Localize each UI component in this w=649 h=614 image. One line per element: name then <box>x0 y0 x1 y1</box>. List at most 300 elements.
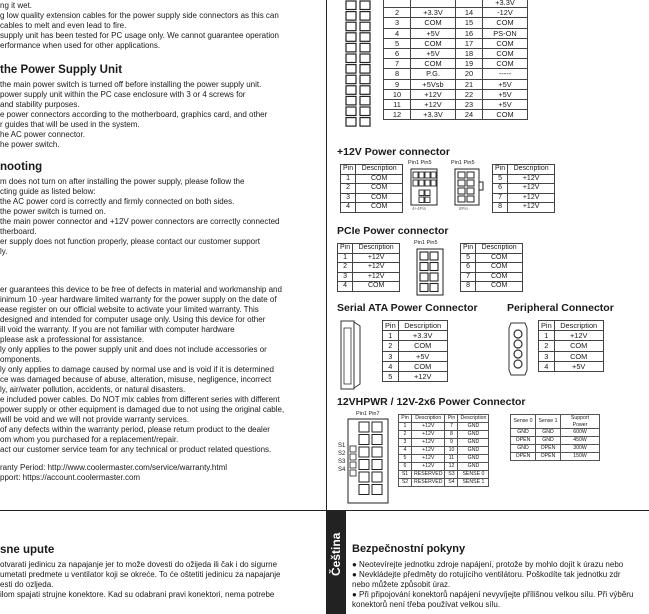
page-divider-vertical <box>326 0 327 510</box>
conn12v-title: +12V Power connector <box>337 146 450 158</box>
table-cell: +5V <box>398 351 447 361</box>
pcie-title: PCIe Power connector <box>337 225 449 237</box>
hpwr-pin-label: Pin1 Pin7 <box>356 411 380 417</box>
pin-cell <box>467 180 474 186</box>
pin-cell <box>419 190 424 196</box>
table-header-row <box>539 321 604 331</box>
table-cell: S3 <box>445 471 458 479</box>
pin-cell <box>346 54 356 63</box>
sense-pin-cell <box>350 454 356 460</box>
table-cell: +3.3V <box>398 331 447 341</box>
czech-heading: Bezpečnostní pokyny <box>352 543 466 555</box>
table-cell: 3 <box>338 272 353 282</box>
table-cell: Description <box>398 321 447 331</box>
table-cell: +12V <box>412 431 445 439</box>
table-cell: 21 <box>456 79 483 89</box>
language-tab-label: Čeština <box>329 532 343 576</box>
table-row <box>461 272 523 282</box>
table-row <box>539 331 604 341</box>
text-line: ● Nevkládejte předměty do rotujícího ventilátoru. Poškodíte tak jednotku zdr <box>352 570 621 579</box>
text-line: therboard. <box>0 227 37 236</box>
table-cell: 2 <box>384 8 411 18</box>
pin-cell <box>346 1 356 10</box>
table-cell: 1 <box>338 253 353 263</box>
table-cell: 6 <box>399 463 412 471</box>
table-row <box>384 79 528 89</box>
table-cell <box>411 0 456 8</box>
sata-table-wrap <box>382 320 448 382</box>
table-cell: RESERVED <box>412 479 445 487</box>
pin-cell <box>360 118 370 127</box>
table-header-row <box>383 321 448 331</box>
pin-cell <box>425 197 430 203</box>
table-row <box>511 437 600 445</box>
pcie-connector-icon <box>416 248 444 296</box>
table-cell: OPEN <box>511 437 536 445</box>
table-row <box>399 455 489 463</box>
table-cell: COM <box>353 282 400 292</box>
table-cell: 3 <box>384 18 411 28</box>
page-divider-horizontal <box>0 510 649 511</box>
table-row <box>384 48 528 58</box>
text-line: designed and intended for computer usage only. Using this device for other <box>0 315 266 324</box>
peripheral-connector-drawing <box>508 320 530 378</box>
text-line: konektorů není třeba používat velkou sílu. <box>352 600 501 609</box>
peripheral-title: Peripheral Connector <box>507 302 614 314</box>
table-cell: S2 <box>399 479 412 487</box>
atx-table <box>383 0 528 120</box>
table-row <box>383 361 448 371</box>
table-cell: COM <box>411 59 456 69</box>
table-cell: 7 <box>493 193 508 203</box>
pcie-right-table <box>460 243 523 292</box>
table-cell: GND <box>511 445 536 453</box>
croatian-text <box>0 560 280 600</box>
table-row <box>384 8 528 18</box>
table-cell: SENSE 1 <box>458 479 489 487</box>
pin-cell <box>430 263 438 271</box>
table-row <box>384 18 528 28</box>
table-row <box>341 193 403 203</box>
table-cell: Description <box>412 415 445 423</box>
table-cell: 4 <box>383 361 399 371</box>
pin-cell <box>467 172 474 178</box>
table-cell: 10 <box>384 89 411 99</box>
sense-pin-cell <box>350 470 356 476</box>
table-cell: 5 <box>383 371 399 381</box>
text-line: omponents. <box>0 355 42 364</box>
pin-cell <box>360 96 370 105</box>
side-label: S3 <box>338 459 346 465</box>
sata-connector-drawing <box>340 320 365 390</box>
table-cell: 3 <box>383 351 399 361</box>
table-cell: +5Vsb <box>411 79 456 89</box>
table-cell: 5 <box>461 253 476 263</box>
table-cell: 2 <box>341 184 356 194</box>
pin-cell <box>346 65 356 74</box>
pin-cell <box>413 172 418 178</box>
text-line: ● Neotevírejte jednotku zdroje napájení, protože by mohlo dojít k úrazu nebo <box>352 560 624 569</box>
conn12v-sub-b: 8Pin <box>459 206 469 211</box>
table-cell: 11 <box>445 455 458 463</box>
table-row <box>338 263 400 273</box>
table-row <box>384 28 528 38</box>
text-line: nebo můžete způsobit úraz. <box>352 580 451 589</box>
text-line: will be void and we will not provide warranty services. <box>0 415 189 424</box>
table-cell: 10 <box>445 447 458 455</box>
table-header-row <box>493 165 555 175</box>
table-cell: 3 <box>539 351 555 361</box>
table-cell: RESERVED <box>412 471 445 479</box>
table-cell: 150W <box>561 453 600 461</box>
text-line: cting guide as listed below: <box>0 187 96 196</box>
table-cell: Pin <box>445 415 458 423</box>
table-row <box>384 59 528 69</box>
table-cell: 18 <box>456 48 483 58</box>
table-cell: COM <box>356 193 403 203</box>
table-cell: COM <box>483 38 528 48</box>
table-cell: 1 <box>399 423 412 431</box>
table-cell: 7 <box>445 423 458 431</box>
text-line: ly only applies to the power supply unit and does not include accessories or <box>0 345 267 354</box>
table-row <box>461 282 523 292</box>
table-row <box>383 331 448 341</box>
pin-cell <box>360 33 370 42</box>
table-cell: OPEN <box>536 453 561 461</box>
text-line: er supply does not function properly, please contact our customer support <box>0 237 260 246</box>
sense-pin-cell <box>350 446 356 452</box>
table-cell: GND <box>458 463 489 471</box>
pin-cell <box>360 12 370 21</box>
text-line: g low quality extension cables for the power supply side connectors as this can <box>0 11 279 20</box>
table-row <box>384 38 528 48</box>
pin-cell <box>431 180 436 186</box>
text-line: erformance when used for other applications. <box>0 41 161 50</box>
text-line: cables to melt and even lead to fire. <box>0 21 127 30</box>
table-header-row <box>461 244 523 254</box>
table-row <box>384 89 528 99</box>
pin-cell <box>346 107 356 116</box>
table-cell: +12V <box>411 99 456 109</box>
text-line: power supply unit within the PC case enclosure with 3 or 4 screws for <box>0 90 246 99</box>
table-cell: 7 <box>461 272 476 282</box>
table-row <box>384 99 528 109</box>
table-cell: Pin <box>461 244 476 254</box>
table-cell: COM <box>356 203 403 213</box>
pin-cell <box>359 435 369 445</box>
table-cell: COM <box>411 38 456 48</box>
table-cell: 8 <box>384 69 411 79</box>
sata-table <box>382 320 448 382</box>
table-row <box>539 351 604 361</box>
side-label: S1 <box>338 443 346 449</box>
table-cell: +12V <box>353 263 400 273</box>
conn12v-diagram-a <box>410 168 438 206</box>
pin-cell <box>372 435 382 445</box>
sata-title: Serial ATA Power Connector <box>337 302 478 314</box>
table-cell: COM <box>476 263 523 273</box>
pin-cell <box>346 86 356 95</box>
table-row <box>539 361 604 371</box>
table-cell: COM <box>411 18 456 28</box>
table-cell: GND <box>536 429 561 437</box>
table-cell: 5 <box>493 174 508 184</box>
table-cell: +5V <box>483 79 528 89</box>
table-cell: Pin <box>341 165 356 175</box>
sata-connector-icon <box>340 320 365 390</box>
text-line: ease register on our official website to activate your limited warranty. This <box>0 305 259 314</box>
table-row <box>399 431 489 439</box>
pin-cell <box>420 252 428 260</box>
pcie-diagram <box>416 248 444 296</box>
pin-cell <box>425 190 430 196</box>
conn12v-right-table <box>492 164 555 213</box>
table-cell: +12V <box>508 193 555 203</box>
text-line: of any defects within the warranty period, please return product to the dealer <box>0 425 270 434</box>
table-cell: COM <box>398 361 447 371</box>
pin-cell <box>420 284 428 292</box>
table-cell: 9 <box>384 79 411 89</box>
conn12v-pin-label-b: Pin1 Pin5 <box>451 160 475 166</box>
pin-cell <box>372 447 382 457</box>
table-cell: Description <box>458 415 489 423</box>
table-row <box>493 193 555 203</box>
pin-cell <box>346 43 356 52</box>
table-cell: +12V <box>508 174 555 184</box>
table-row <box>539 341 604 351</box>
table-cell: 24 <box>456 110 483 120</box>
text-line: er guarantees this device to be free of defects in material and workmanship and <box>0 285 282 294</box>
table-cell: +5V <box>411 28 456 38</box>
table-cell: +5V <box>483 99 528 109</box>
table-cell: 2 <box>399 431 412 439</box>
pin-cell <box>419 197 424 203</box>
pin-cell <box>425 180 430 186</box>
text-line: ng it wet. <box>0 1 33 10</box>
conn12v-left-table <box>340 164 403 213</box>
table-cell: Description <box>476 244 523 254</box>
pin-cell <box>346 22 356 31</box>
table-cell: S4 <box>445 479 458 487</box>
text-line: act our customer service team for any technical or product related questions. <box>0 445 272 454</box>
text-line: r guides that will be used in the system. <box>0 120 140 129</box>
table-cell: COM <box>398 341 447 351</box>
table-row <box>493 174 555 184</box>
table-cell: 11 <box>384 99 411 109</box>
table-cell: 22 <box>456 89 483 99</box>
table-header-row <box>399 415 489 423</box>
text-line: e included power cables. Do NOT mix cables from different series with different <box>0 395 280 404</box>
table-cell: +12V <box>353 272 400 282</box>
pin-cell <box>458 196 465 202</box>
table-row <box>383 371 448 381</box>
table-cell: +3.3V <box>483 0 528 8</box>
left-top-text <box>0 1 279 51</box>
conn12v-8pin-icon <box>454 168 484 206</box>
table-cell: GND <box>458 447 489 455</box>
table-cell: 17 <box>456 38 483 48</box>
pin-cell <box>360 107 370 116</box>
table-cell: +12V <box>412 463 445 471</box>
peripheral-table <box>538 320 604 372</box>
molex-connector-icon <box>508 320 530 378</box>
warranty-text <box>0 285 284 455</box>
table-cell: +12V <box>554 331 603 341</box>
table-cell: 1 <box>539 331 555 341</box>
table-cell: +12V <box>398 371 447 381</box>
table-cell: +12V <box>412 447 445 455</box>
table-cell: S1 <box>399 471 412 479</box>
hpwr-connector-icon <box>347 418 391 506</box>
side-label: S4 <box>338 467 346 473</box>
pin-cell <box>360 65 370 74</box>
pin-cell <box>372 485 382 495</box>
croatian-heading: sne upute <box>0 544 55 556</box>
table-cell: +3.3V <box>411 110 456 120</box>
table-row <box>338 282 400 292</box>
table-cell: 20 <box>456 69 483 79</box>
table-cell: Pin <box>399 415 412 423</box>
table-cell: 600W <box>561 429 600 437</box>
pin-cell <box>346 96 356 105</box>
text-line: ● Při připojování konektorů napájení nevyvíjejte přílišnou velkou sílu. Při výběru <box>352 590 634 599</box>
table-row <box>399 423 489 431</box>
table-row <box>511 453 600 461</box>
table-cell: COM <box>483 48 528 58</box>
table-cell: 1 <box>341 174 356 184</box>
text-line: e power connectors according to the motherboard, graphics card, and other <box>0 110 268 119</box>
text-line: he AC power connector. <box>0 130 85 139</box>
table-cell: COM <box>476 282 523 292</box>
table-row <box>383 341 448 351</box>
pin-cell <box>359 447 369 457</box>
text-line: he power switch. <box>0 140 60 149</box>
pin-cell <box>372 422 382 432</box>
pin-cell <box>346 33 356 42</box>
conn12v-sub-a: 4+4Pin <box>412 206 427 211</box>
text-line: the AC power cord is correctly and firmly connected on both sides. <box>0 197 235 206</box>
table-cell: Support Power <box>561 415 600 429</box>
hpwr-side-labels <box>338 442 345 474</box>
hpwr-sense-table <box>510 414 600 461</box>
table-cell: 6 <box>461 263 476 273</box>
table-row <box>338 272 400 282</box>
text-line: ce was damaged because of abuse, alteration, misuse, negligence, incorrect <box>0 375 272 384</box>
conn12v-pin-label-a: Pin1 Pin5 <box>408 160 432 166</box>
table-cell: 5 <box>384 38 411 48</box>
table-cell: 4 <box>399 447 412 455</box>
table-cell: Sense 0 <box>511 415 536 429</box>
pin-cell <box>430 273 438 281</box>
warranty-link[interactable]: ranty Period: http://www.coolermaster.com/service/warranty.html <box>0 463 228 472</box>
table-cell: GND <box>458 423 489 431</box>
table-cell: 4 <box>384 28 411 38</box>
pin-cell <box>372 460 382 470</box>
pcie-pin-label: Pin1 Pin5 <box>414 240 438 246</box>
table-cell: +5V <box>483 89 528 99</box>
text-line: m does not turn on after installing the power supply, please follow the <box>0 177 245 186</box>
hpwr-connector-drawing <box>347 418 391 506</box>
pin-cell <box>430 252 438 260</box>
connector-latch <box>479 182 483 190</box>
table-cell: Description <box>554 321 603 331</box>
hpwr-pin-table <box>398 414 489 487</box>
table-cell: Pin <box>338 244 353 254</box>
table-row <box>493 203 555 213</box>
table-cell: +12V <box>508 184 555 194</box>
table-row <box>338 253 400 263</box>
text-line: ly only applies to damage caused by normal use and is void if it is determined <box>0 365 274 374</box>
table-cell: 4 <box>338 282 353 292</box>
table-header-row <box>338 244 400 254</box>
table-cell: GND <box>536 437 561 445</box>
table-cell: +12V <box>412 423 445 431</box>
conn12v-4plus4-icon <box>410 168 438 206</box>
text-line: please ask a professional for assistance. <box>0 335 145 344</box>
table-cell: COM <box>483 59 528 69</box>
table-cell: Pin <box>539 321 555 331</box>
atx-pin-grid <box>344 0 374 130</box>
text-line: the power switch is turned on. <box>0 207 106 216</box>
table-cell: 12 <box>384 110 411 120</box>
conn12v-right-table-wrap <box>492 164 555 213</box>
table-cell: 7 <box>384 59 411 69</box>
text-line: ly. <box>0 247 8 256</box>
pin-cell <box>359 422 369 432</box>
pin-cell <box>458 180 465 186</box>
table-cell: +12V <box>412 455 445 463</box>
text-line: esti do ozljeda. <box>0 580 54 589</box>
atx-pin-table <box>383 0 528 120</box>
text-line: and stability purposes. <box>0 100 80 109</box>
table-cell: PS-ON <box>483 28 528 38</box>
table-cell: COM <box>554 351 603 361</box>
table-cell: COM <box>476 253 523 263</box>
hpwr-title: 12VHPWR / 12V-2x6 Power Connector <box>337 396 526 408</box>
conn12v-left-table-wrap <box>340 164 403 213</box>
table-cell: 6 <box>493 184 508 194</box>
table-cell: Pin <box>493 165 508 175</box>
table-row <box>399 471 489 479</box>
table-cell: 1 <box>383 331 399 341</box>
table-cell: 2 <box>338 263 353 273</box>
table-cell: 300W <box>561 445 600 453</box>
table-row <box>461 263 523 273</box>
hpwr-table-wrap <box>398 414 489 487</box>
pin-cell <box>346 12 356 21</box>
table-cell <box>456 0 483 8</box>
table-cell: -12V <box>483 8 528 18</box>
conn12v-diagram-b <box>454 168 484 206</box>
table-cell: +12V <box>353 253 400 263</box>
table-cell: Description <box>353 244 400 254</box>
side-label: S2 <box>338 451 346 457</box>
text-line: om whom you purchased for a replacement/repair. <box>0 435 179 444</box>
table-cell: +12V <box>508 203 555 213</box>
support-link[interactable]: pport: https://account.coolermaster.com <box>0 473 141 482</box>
pin-cell <box>425 172 430 178</box>
text-line: inimum 10 -year hardware limited warranty for the power supply on the date of <box>0 295 277 304</box>
text-line: the main power connector and +12V power connectors are correctly connected <box>0 217 280 226</box>
pin-cell <box>360 22 370 31</box>
text-line: power supply or other equipment is damaged due to not using the original cable, <box>0 405 285 414</box>
text-line: supply unit has been tested for PC usage only. We cannot guarantee operation <box>0 31 279 40</box>
table-cell: COM <box>483 18 528 28</box>
table-cell: 4 <box>341 203 356 213</box>
pin-cell <box>360 54 370 63</box>
table-cell: 15 <box>456 18 483 28</box>
table-cell: +5V <box>411 48 456 58</box>
